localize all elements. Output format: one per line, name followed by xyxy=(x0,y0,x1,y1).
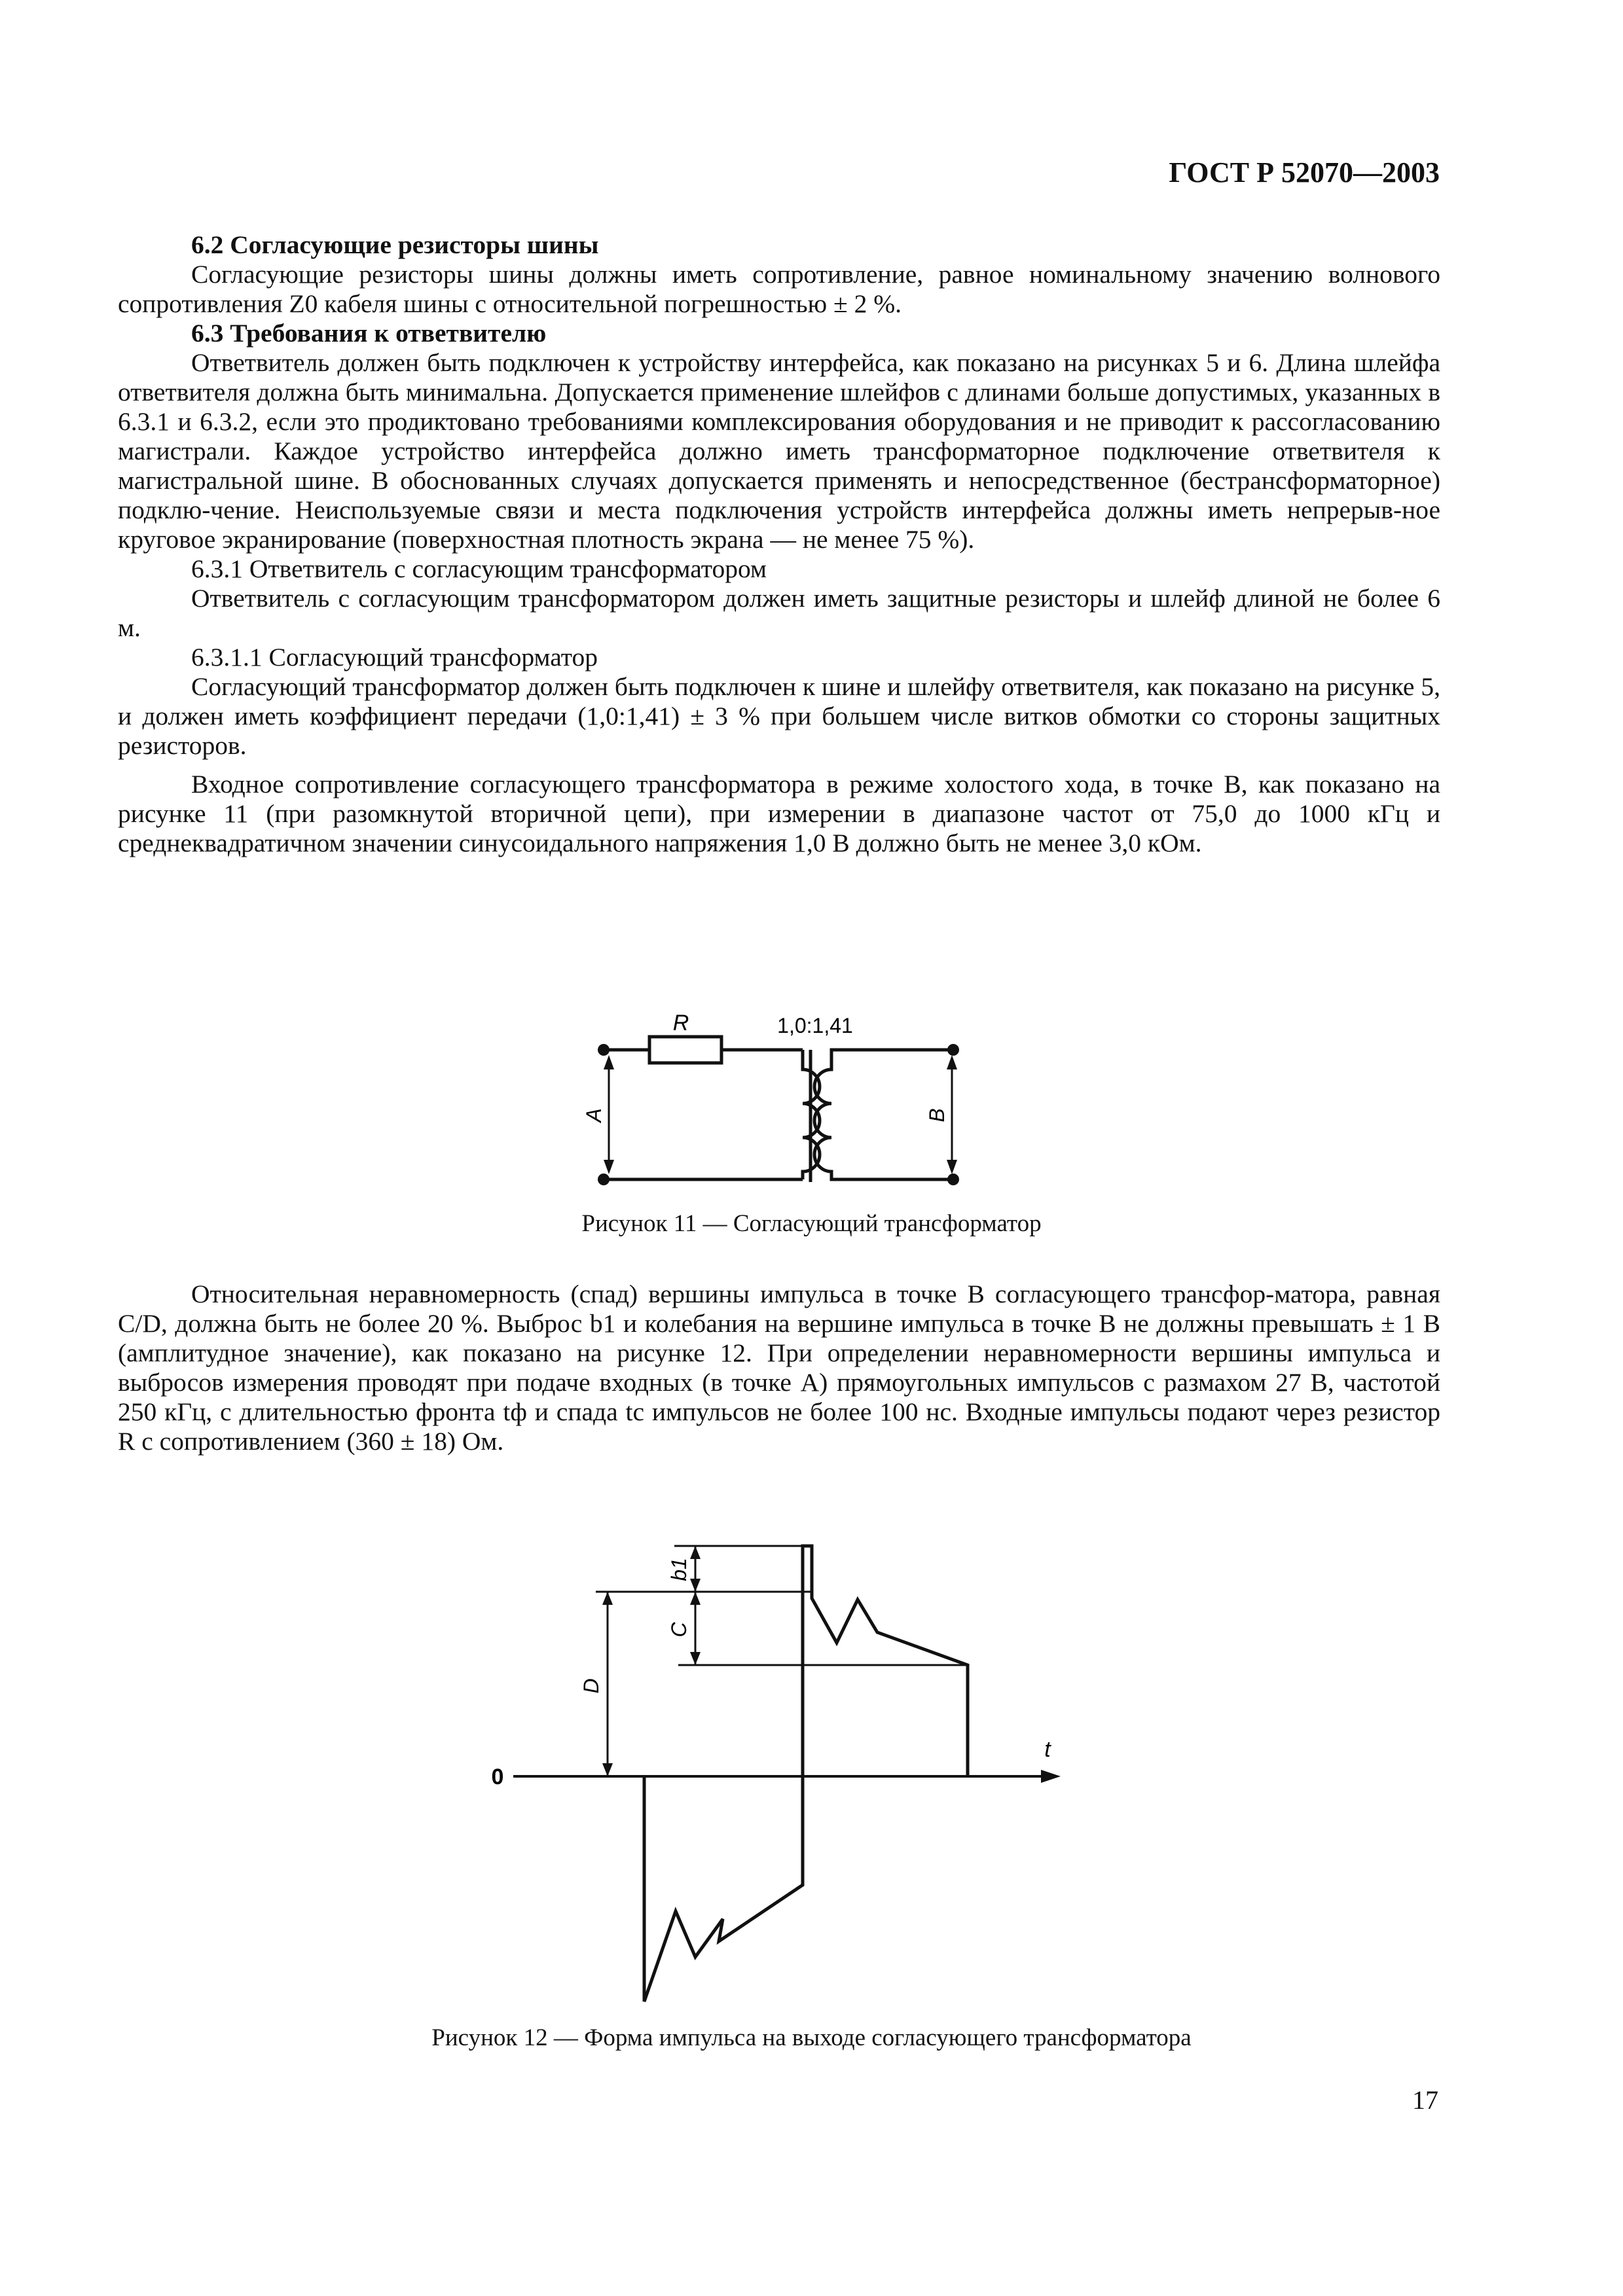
heading-6-3-1: 6.3.1 Ответвитель с согласующим трансформатором xyxy=(191,554,767,583)
document-code: ГОСТ Р 52070—2003 xyxy=(1169,156,1440,188)
label-b1: b1 xyxy=(667,1558,691,1581)
label-r: R xyxy=(672,1011,689,1035)
label-b: B xyxy=(925,1108,949,1122)
figure-11-caption: Рисунок 11 — Согласующий трансформатор xyxy=(581,1210,1042,1237)
arrow-d-top xyxy=(602,1592,613,1605)
label-a: A xyxy=(582,1108,606,1122)
heading-6-3: 6.3 Требования к ответвителю xyxy=(191,319,547,348)
paragraph-input-impedance: Входное сопротивление согласующего трансформатора в режиме холостого хода, в точке B, как показано на рисунке 11 (при разомкнутой вторичной цепи), при измерении в диапазоне частот от 75,0 до 1000 кГц и среднеквадратичном значении синусоидального напряжения 1,0 В должно быть не менее 3,0 кОм. xyxy=(118,770,1440,857)
label-c: C xyxy=(667,1622,691,1638)
arrow-b1-top xyxy=(690,1546,701,1559)
arrow-c-top xyxy=(690,1592,701,1605)
paragraph-6-3: Ответвитель должен быть подключен к устройству интерфейса, как показано на рисунках 5 и 6. Длина шлейфа ответвителя должна быть минимальна. Допускается применение шлейфов с длинами больше допустимых, указанных в 6.3.1 и 6.3.2, если это продиктовано требованиями комплексирования оборудования и не приводит к рассогласованию магистрали. Каждое устройство интерфейса должно иметь трансформаторное подключение ответвителя к магистральной шине. В обоснованных случаях допускается применять и непосредственное (бестрансформаторное) подклю-чение. Неиспользуемые связи и места подключения устройств интерфейса должны иметь непрерыв-ное круговое экранирование (поверхностная плотность экрана — не менее 75 %). xyxy=(118,348,1440,554)
arrow-c-bottom xyxy=(690,1652,701,1665)
arrow-d-bottom xyxy=(602,1763,613,1776)
figure-12-caption: Рисунок 12 — Форма импульса на выходе согласующего трансформатора xyxy=(431,2024,1192,2051)
heading-6-2: 6.2 Согласующие резисторы шины xyxy=(191,230,599,259)
label-t: t xyxy=(1044,1737,1051,1762)
label-zero: 0 xyxy=(491,1765,504,1789)
paragraph-6-3-1: Ответвитель с согласующим трансформатором должен иметь защитные резисторы и шлейф длиной не более 6 м. xyxy=(118,584,1440,642)
time-axis-arrow xyxy=(1041,1770,1061,1783)
paragraph-6-2: Согласующие резисторы шины должны иметь сопротивление, равное номинальному значению волнового сопротивления Z0 кабеля шины с относительной погрешностью ± 2 %. xyxy=(118,260,1440,318)
arrow-b1-bottom xyxy=(690,1579,701,1592)
label-d: D xyxy=(579,1678,603,1694)
pulse-waveform xyxy=(644,1546,968,2001)
paragraph-pulse: Относительная неравномерность (спад) вершины импульса в точке B согласующего трансфор-матора, равная C/D, должна быть не более 20 %. Выброс b1 и колебания на вершине импульса в точке B не должны превышать ± 1 В (амплитудное значение), как показано на рисунке 12. При определении неравномерности вершины импульса и выбросов измерения проводят при подаче входных (в точке A) прямоугольных импульсов с размахом 27 В, частотой 250 кГц, с длительностью фронта tф и спада tс импульсов не более 100 нс. Входные импульсы подают через резистор R с сопротивлением (360 ± 18) Ом. xyxy=(118,1280,1440,1456)
heading-6-3-1-1: 6.3.1.1 Согласующий трансформатор xyxy=(191,643,598,672)
page-number: 17 xyxy=(1412,2085,1438,2115)
label-ratio: 1,0:1,41 xyxy=(777,1014,853,1037)
paragraph-6-3-1-1: Согласующий трансформатор должен быть подключен к шине и шлейфу ответвителя, как показано на рисунке 5, и должен иметь коэффициент передачи (1,0:1,41) ± 3 % при большем числе витков обмотки со стороны защитных резисторов. xyxy=(118,672,1440,760)
